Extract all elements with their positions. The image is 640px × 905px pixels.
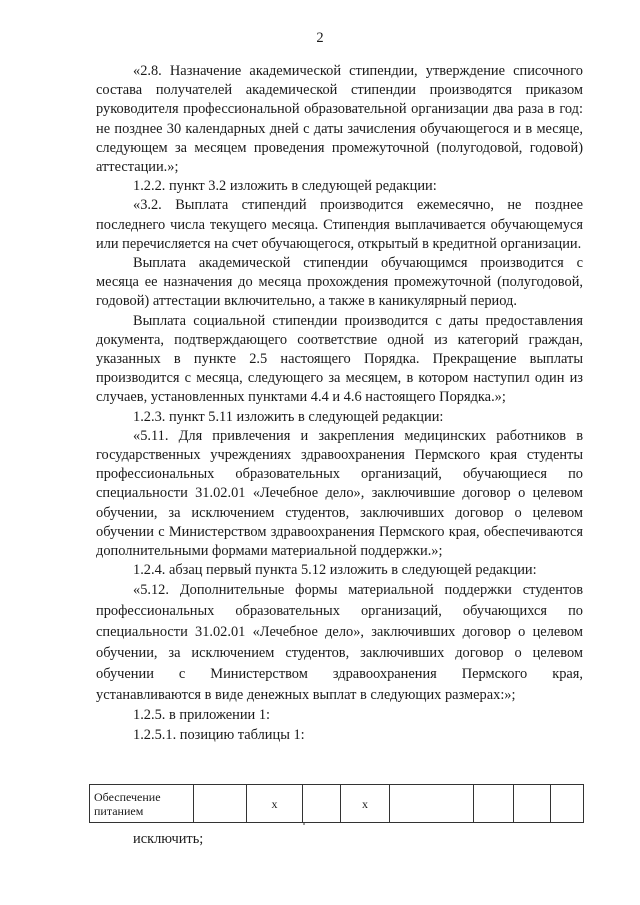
table-cell <box>514 785 551 823</box>
paragraph-5-11: «5.11. Для привлечения и закрепления медицинских работников в государственных учреждениях здравоохранения Пермского края студенты профессиональных образовательных организаций, обучающиеся по специальности 31.02.01 «Лечебное дело», заключившие договор о целевом обучении, за исключением студентов, заключивших договор о целевом обучении с Министерством здравоохранения Пермского края, обеспечиваются дополнительными формами материальной поддержки.»; <box>96 427 583 560</box>
paragraph-1-2-4: 1.2.4. абзац первый пункта 5.12 изложить в следующей редакции: <box>133 562 537 579</box>
table-cell-mark: х <box>247 785 303 823</box>
table-cell <box>390 785 474 823</box>
paragraph-1-2-5-1: 1.2.5.1. позицию таблицы 1: <box>133 726 305 743</box>
paragraph-1-2-5: 1.2.5. в приложении 1: <box>133 707 271 724</box>
paragraph-5-12: «5.12. Дополнительные формы материальной поддержки студентов профессиональных образовательных организаций, обучающихся по специальности 31.02.01 «Лечебное дело», заключивших договор о целевом обучении, за исключением студентов, заключивших договор о целевом обучении с Министерством здравоохранения Пермского края, устанавливаются в виде денежных выплат в следующих размерах:»; <box>96 582 583 704</box>
paragraph-1-2-3: 1.2.3. пункт 5.11 изложить в следующей редакции: <box>133 408 444 425</box>
paragraph-social-stipend: Выплата социальной стипендии производится с даты предоставления документа, подтверждающего соответствие одной из категорий граждан, указанных в пункте 2.5 настоящего Порядка. Прекращение выплаты производится с месяца, следующего за месяцем, в котором наступил один из случаев, установленных пунктами 4.4 и 4.6 настоящего Порядка.»; <box>96 312 583 406</box>
paragraph-academic-stipend: Выплата академической стипендии обучающимся производится с месяца ее назначения до месяца прохождения промежуточной (полугодовой, годовой) аттестации включительно, а также в каникулярный период. <box>96 255 583 310</box>
paragraph-1-2-2: 1.2.2. пункт 3.2 изложить в следующей редакции: <box>133 178 437 195</box>
table-cell <box>474 785 514 823</box>
closing-text: исключить; <box>133 831 204 847</box>
table-cell-nutrition: Обеспечение питанием <box>90 785 194 823</box>
table-cell-mark: х <box>341 785 390 823</box>
paragraph-2-8: «2.8. Назначение академической стипендии, утверждение списочного состава получателей академической стипендии производятся приказом руководителя профессиональной образовательной организации два раза в год: не позднее 30 календарных дней с даты зачисления обучающегося и в месяце, следующем за месяцем проведения промежуточной (полугодовой, годовой) аттестации.»; <box>96 63 583 176</box>
table-row <box>90 785 584 823</box>
table-cell <box>551 785 584 823</box>
table-cell <box>303 785 341 823</box>
page-number: 2 <box>316 30 324 46</box>
table-1-position <box>89 784 584 823</box>
paragraph-3-2: «3.2. Выплата стипендий производится ежемесячно, не позднее последнего числа текущего месяца. Стипендия выплачивается обучающемуся или перечисляется на счет обучающегося, открытый в кредитной организации. <box>96 197 583 252</box>
table-cell <box>194 785 247 823</box>
document-body <box>96 62 583 745</box>
scan-speck <box>303 823 305 825</box>
